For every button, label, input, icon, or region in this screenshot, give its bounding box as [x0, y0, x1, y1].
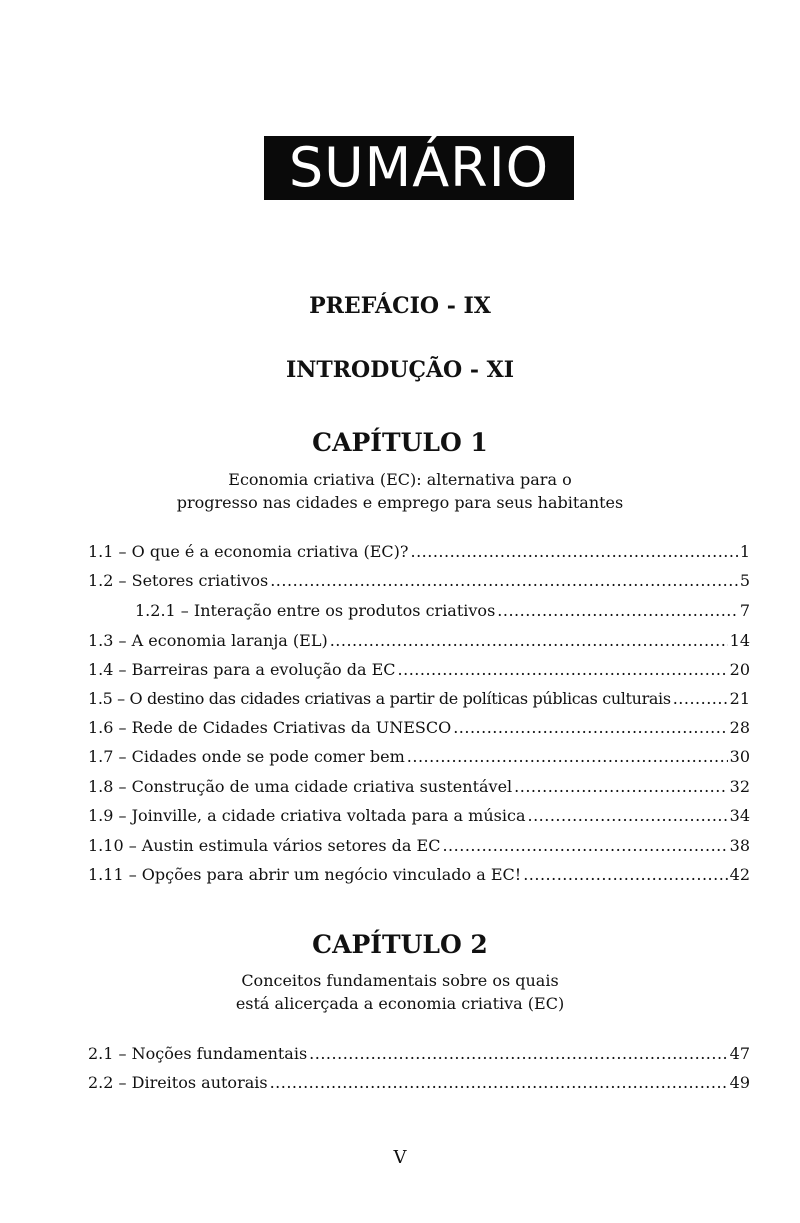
dot-leader	[330, 630, 728, 652]
chapter-1-subtitle-line: progresso nas cidades e emprego para seus habitantes	[176, 493, 624, 512]
toc-entry-label: 1.9 – Joinville, a cidade criativa voltada para a música	[88, 806, 526, 825]
dot-leader	[673, 688, 728, 710]
dot-leader	[453, 717, 727, 739]
toc-entry-page: 7	[739, 601, 750, 620]
summary-heading: SUMÁRIO	[288, 136, 550, 199]
toc-entry[interactable]	[88, 776, 750, 798]
toc-entry[interactable]	[88, 746, 750, 768]
toc-entry-label: 2.2 – Direitos autorais	[88, 1073, 268, 1092]
dot-leader	[309, 1043, 727, 1065]
front-matter-preface: PREFÁCIO - IX	[309, 293, 491, 319]
toc-entry-label: 1.1 – O que é a economia criativa (EC)?	[88, 542, 409, 561]
toc-entry[interactable]	[88, 1043, 750, 1065]
toc-entry[interactable]	[88, 570, 750, 592]
toc-entry-label: 1.11 – Opções para abrir um negócio vinculado a EC!	[88, 865, 522, 884]
toc-entry[interactable]	[88, 630, 750, 652]
toc-entry-label: 1.6 – Rede de Cidades Criativas da UNESCO	[88, 718, 452, 737]
chapter-2-subtitle-line: Conceitos fundamentais sobre os quais	[241, 971, 559, 990]
toc-entry-page: 42	[729, 865, 750, 884]
toc-entry-label: 1.4 – Barreiras para a evolução da EC	[88, 660, 396, 679]
chapter-2-title: CAPÍTULO 2	[312, 930, 488, 959]
dot-leader	[514, 776, 727, 798]
dot-leader	[527, 805, 727, 827]
chapter-1-title: CAPÍTULO 1	[312, 428, 488, 457]
toc-entry-page: 21	[729, 689, 750, 708]
toc-entry-label: 1.10 – Austin estimula vários setores da EC	[88, 836, 441, 855]
toc-entry-label: 1.8 – Construção de uma cidade criativa sustentável	[88, 777, 513, 796]
toc-entry-page: 34	[729, 806, 750, 825]
toc-entry-page: 30	[729, 747, 750, 766]
toc-entry-page: 1	[739, 542, 750, 561]
toc-entry-page: 14	[729, 631, 750, 650]
toc-entry-label: 1.3 – A economia laranja (EL)	[88, 631, 328, 650]
chapter-1-subtitle-line: Economia criativa (EC): alternativa para o	[228, 470, 572, 489]
summary-title-box	[264, 136, 574, 200]
toc-entry[interactable]	[88, 835, 750, 857]
dot-leader	[523, 864, 727, 886]
toc-entry-label: 1.7 – Cidades onde se pode comer bem	[88, 747, 405, 766]
toc-entry-page: 38	[729, 836, 750, 855]
toc-entry-page: 47	[729, 1044, 750, 1063]
toc-entry[interactable]	[88, 805, 750, 827]
toc-entry-page: 20	[729, 660, 750, 679]
toc-entry-label: 1.2.1 – Interação entre os produtos criativos	[135, 601, 496, 620]
chapter-2-subtitle-line: está alicerçada a economia criativa (EC)	[235, 994, 565, 1013]
dot-leader	[270, 1072, 728, 1094]
dot-leader	[407, 746, 728, 768]
toc-entry[interactable]	[88, 864, 750, 886]
toc-entry-page: 28	[729, 718, 750, 737]
toc-entry-page: 32	[729, 777, 750, 796]
toc-entry[interactable]	[88, 1072, 750, 1094]
toc-entry-page: 5	[739, 571, 750, 590]
toc-subentry[interactable]	[135, 600, 750, 622]
toc-entry-label: 1.2 – Setores criativos	[88, 571, 269, 590]
dot-leader	[410, 541, 737, 563]
toc-entry[interactable]	[88, 717, 750, 739]
toc-entry[interactable]	[88, 541, 750, 563]
dot-leader	[398, 659, 728, 681]
dot-leader	[270, 570, 738, 592]
dot-leader	[442, 835, 727, 857]
toc-entry-label: 1.5 – O destino das cidades criativas a partir de políticas públicas culturais	[88, 689, 671, 708]
toc-entry[interactable]	[88, 659, 750, 681]
toc-entry[interactable]	[88, 688, 750, 710]
front-matter-introduction: INTRODUÇÃO - XI	[285, 357, 515, 383]
dot-leader	[497, 600, 738, 622]
page-number: V	[393, 1147, 407, 1168]
toc-entry-label: 2.1 – Noções fundamentais	[88, 1044, 308, 1063]
toc-entry-page: 49	[729, 1073, 750, 1092]
